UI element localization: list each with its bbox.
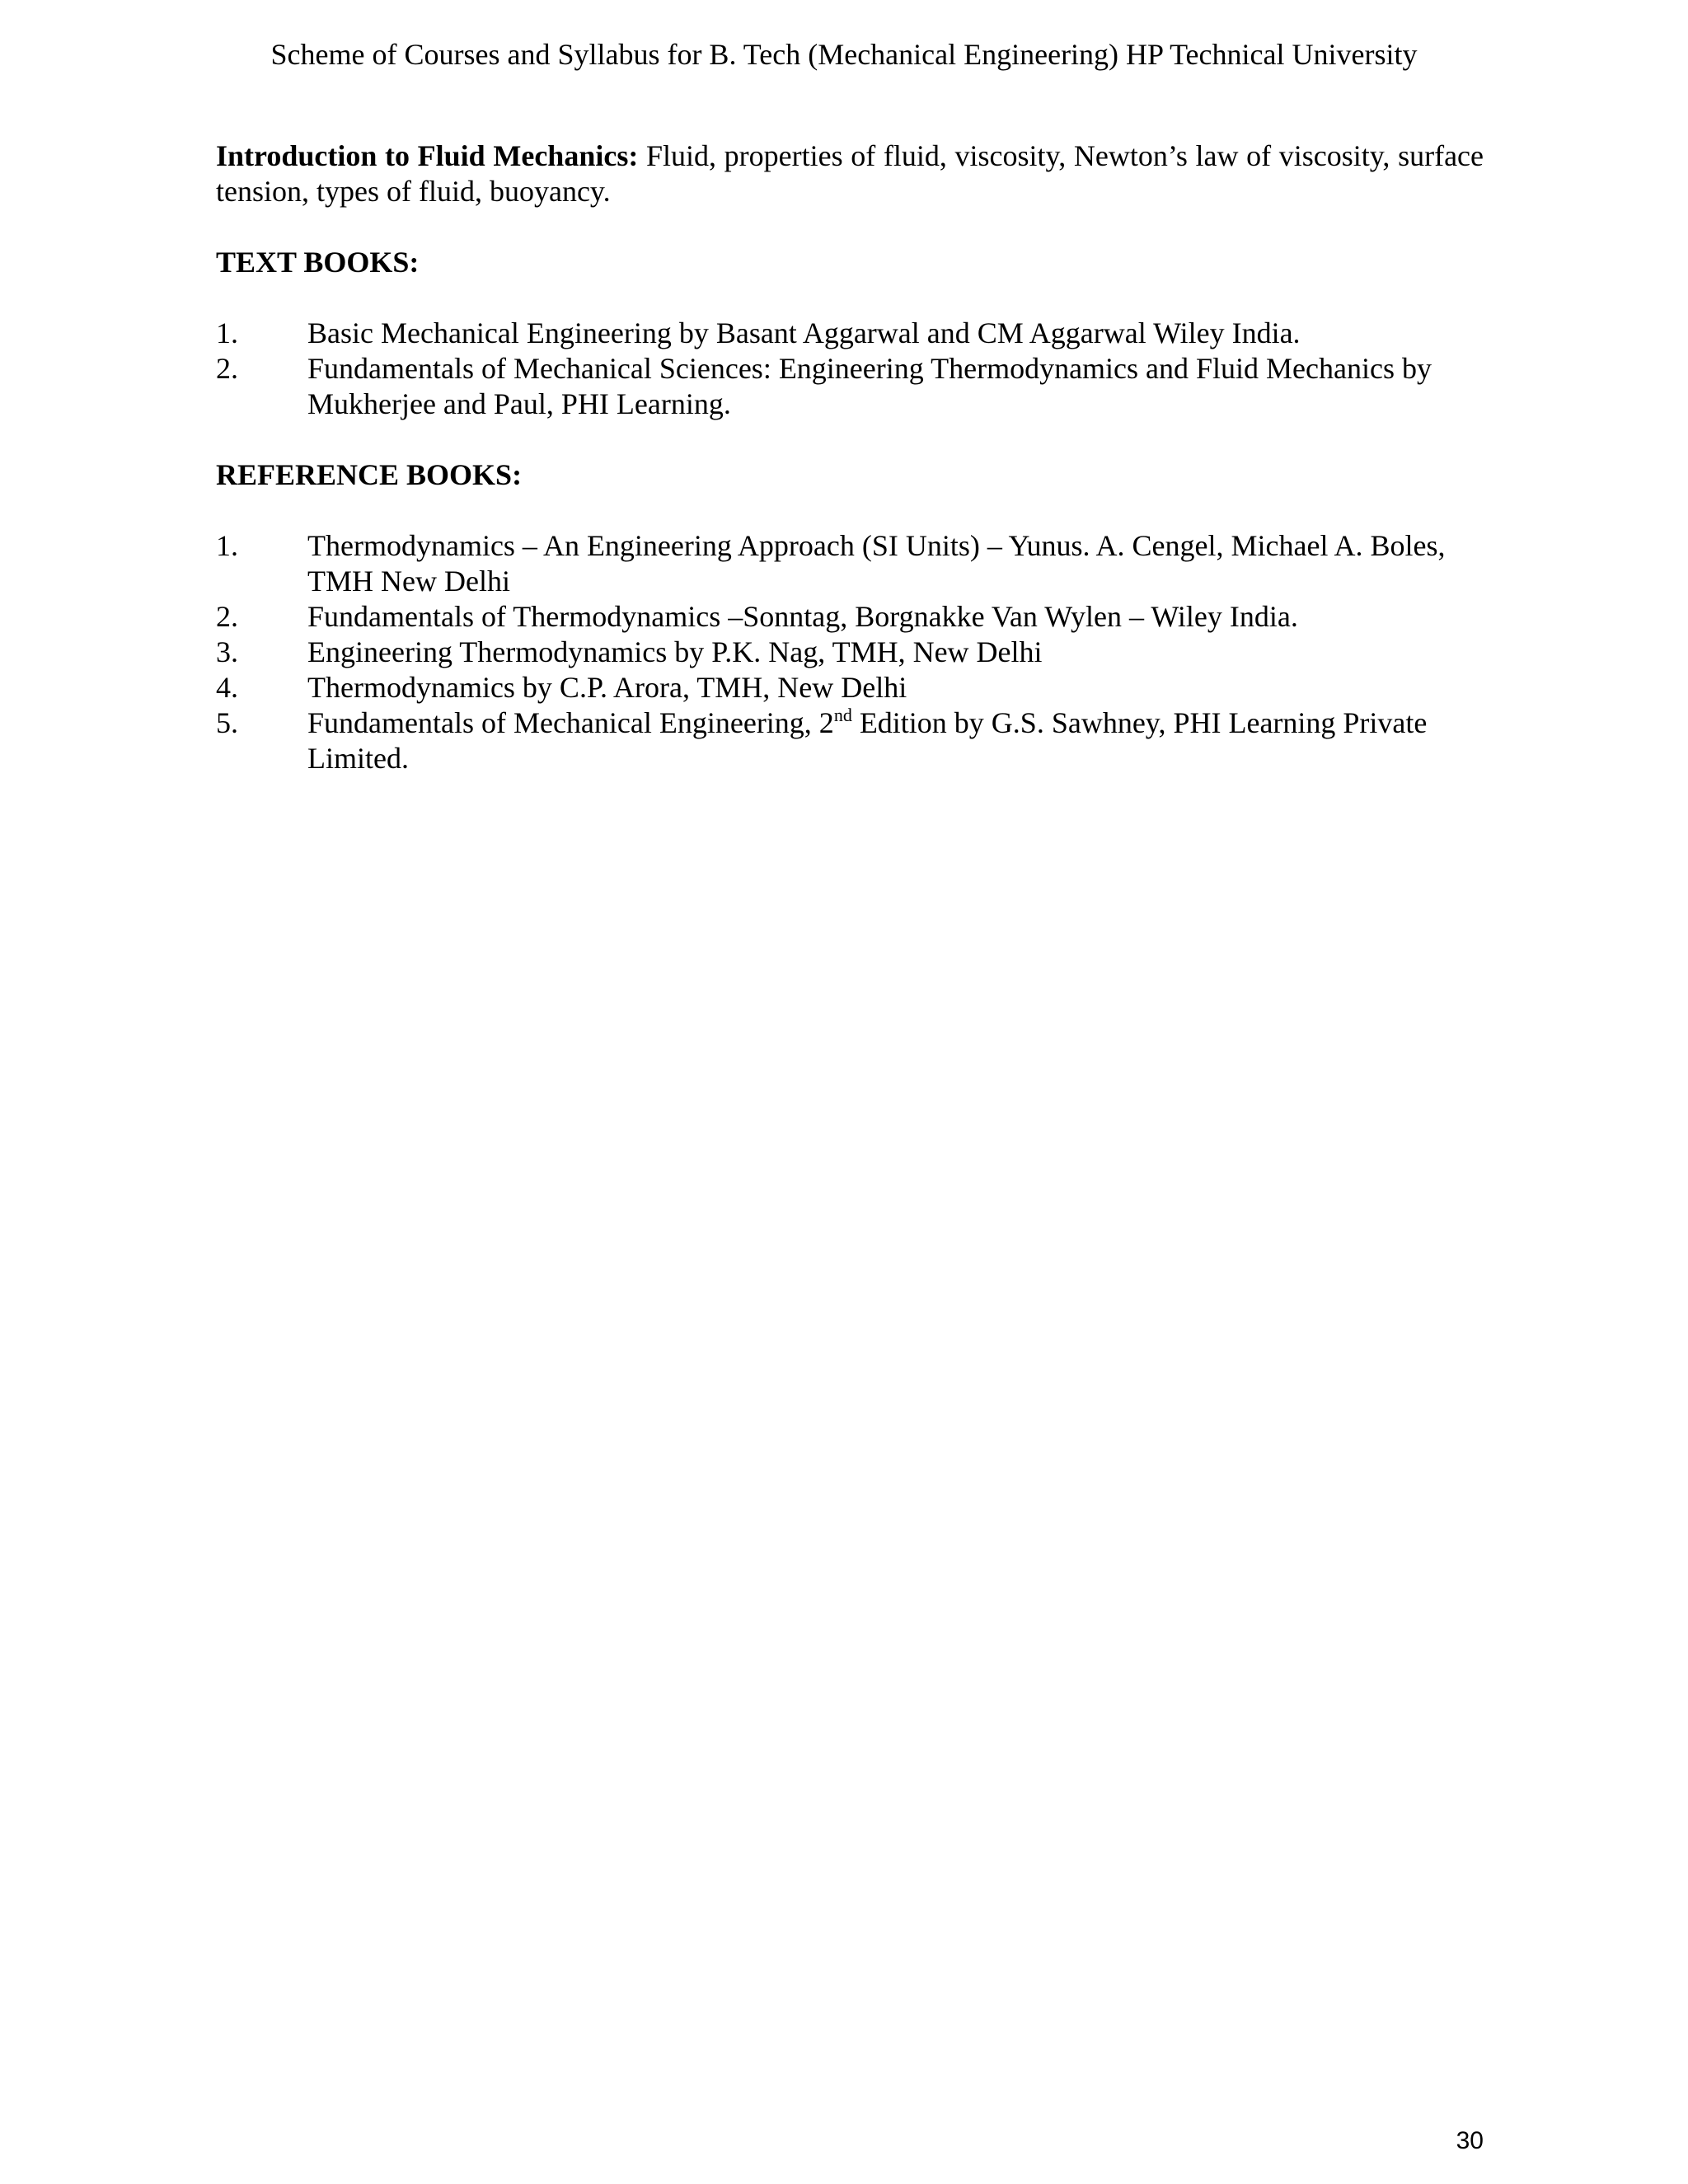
list-item-text: Engineering Thermodynamics by P.K. Nag, TMH, New Delhi <box>307 635 1043 668</box>
list-item <box>216 599 1484 635</box>
page-header: Scheme of Courses and Syllabus for B. Tech (Mechanical Engineering) HP Technical University <box>270 38 1418 71</box>
list-item-text: Thermodynamics by C.P. Arora, TMH, New Delhi <box>307 671 907 704</box>
reference-books-list <box>216 528 1484 776</box>
list-item <box>216 670 1484 705</box>
reference-books-heading: REFERENCE BOOKS: <box>216 458 523 491</box>
list-item-number: 3. <box>216 635 238 668</box>
list-item-number: 5. <box>216 706 238 739</box>
list-item-text <box>307 705 1484 776</box>
intro-paragraph <box>216 138 1484 209</box>
text-books-heading: TEXT BOOKS: <box>216 246 420 279</box>
list-item-text: Basic Mechanical Engineering by Basant Aggarwal and CM Aggarwal Wiley India. <box>307 316 1301 349</box>
ordinal-superscript: nd <box>833 705 852 725</box>
list-item-text-start: Fundamentals of Mechanical Engineering, 2 <box>307 706 834 739</box>
list-item-number: 2. <box>216 352 238 385</box>
intro-text: Fluid, properties of fluid, viscosity, Newton’s law of viscosity, surface tension, types of fluid, buoyancy. <box>216 139 1484 208</box>
list-item <box>216 635 1484 670</box>
list-item-number: 2. <box>216 600 238 633</box>
list-item-text: Thermodynamics – An Engineering Approach (SI Units) – Yunus. A. Cengel, Michael A. Boles, TMH New Delhi <box>307 529 1446 598</box>
list-item-text-end: Edition by G.S. Sawhney, PHI Learning Private Limited. <box>307 706 1428 775</box>
list-item <box>216 528 1484 599</box>
list-item-number: 1. <box>216 529 238 562</box>
list-item <box>216 705 1484 776</box>
list-item <box>216 316 1484 351</box>
page-number: 30 <box>1456 2127 1484 2154</box>
list-item-text: Fundamentals of Thermodynamics –Sonntag, Borgnakke Van Wylen – Wiley India. <box>307 600 1298 633</box>
list-item-text: Fundamentals of Mechanical Sciences: Engineering Thermodynamics and Fluid Mechanics by Mukherjee and Paul, PHI Learning. <box>307 352 1432 420</box>
list-item-number: 1. <box>216 316 238 349</box>
list-item <box>216 351 1484 422</box>
intro-label: Introduction to Fluid Mechanics: <box>216 139 639 172</box>
document-body <box>216 138 1484 776</box>
text-books-list <box>216 316 1484 422</box>
list-item-number: 4. <box>216 671 238 704</box>
